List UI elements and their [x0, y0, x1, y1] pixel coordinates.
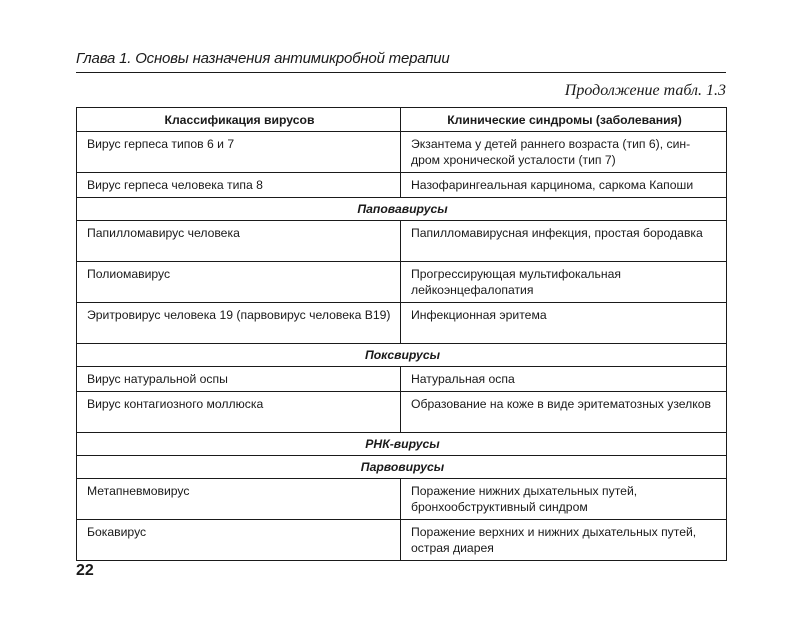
virus-cell: Вирус герпеса человека типа 8	[77, 173, 401, 198]
syndrome-cell: Назофарингеальная карцинома, саркома Капоши	[401, 173, 727, 198]
virus-cell: Вирус контагиозного моллюска	[77, 392, 401, 433]
table-header-row	[77, 108, 727, 132]
table-row	[77, 392, 727, 433]
virus-cell: Эритровирус человека 19 (парвовирус человека B19)	[77, 303, 401, 344]
group-row	[77, 344, 727, 367]
group-row	[77, 198, 727, 221]
table-row	[77, 262, 727, 303]
group-row	[77, 456, 727, 479]
syndrome-cell: Образование на коже в виде эритематозных узелков	[401, 392, 727, 433]
virus-cell: Вирус герпеса типов 6 и 7	[77, 132, 401, 173]
page-number: 22	[76, 562, 94, 579]
syndrome-cell: Папилломавирусная инфекция, простая бородавка	[401, 221, 727, 262]
syndrome-cell: Прогрессирующая мультифокальная лейкоэнцефалопатия	[401, 262, 727, 303]
running-header: Глава 1. Основы назначения антимикробной терапии	[76, 50, 450, 67]
table-row	[77, 479, 727, 520]
syndrome-cell: Поражение нижних дыхательных путей, бронхообструктивный синдром	[401, 479, 727, 520]
group-heading: Парвовирусы	[77, 456, 727, 479]
group-heading: Поксвирусы	[77, 344, 727, 367]
table-row	[77, 367, 727, 392]
table-row	[77, 173, 727, 198]
group-heading: РНК-вирусы	[77, 433, 727, 456]
syndrome-cell: Инфекционная эритема	[401, 303, 727, 344]
virus-cell: Полиомавирус	[77, 262, 401, 303]
header-divider	[76, 72, 726, 73]
virus-cell: Вирус натуральной оспы	[77, 367, 401, 392]
table-row	[77, 132, 727, 173]
table-row	[77, 303, 727, 344]
group-row	[77, 433, 727, 456]
syndrome-cell: Натуральная оспа	[401, 367, 727, 392]
virus-classification-table	[76, 107, 727, 561]
group-heading: Паповавирусы	[77, 198, 727, 221]
table-row	[77, 520, 727, 561]
table-continuation-caption: Продолжение табл. 1.3	[564, 82, 726, 99]
virus-cell: Метапневмовирус	[77, 479, 401, 520]
syndrome-cell: Поражение верхних и нижних дыхательных путей, острая диарея	[401, 520, 727, 561]
virus-cell: Папилломавирус человека	[77, 221, 401, 262]
column-header-clinical-syndromes: Клинические синдромы (заболевания)	[401, 108, 727, 132]
column-header-virus-classification: Классификация вирусов	[77, 108, 401, 132]
table-row	[77, 221, 727, 262]
syndrome-cell: Экзантема у детей раннего возраста (тип 6), син-дром хронической усталости (тип 7)	[401, 132, 727, 173]
virus-cell: Бокавирус	[77, 520, 401, 561]
